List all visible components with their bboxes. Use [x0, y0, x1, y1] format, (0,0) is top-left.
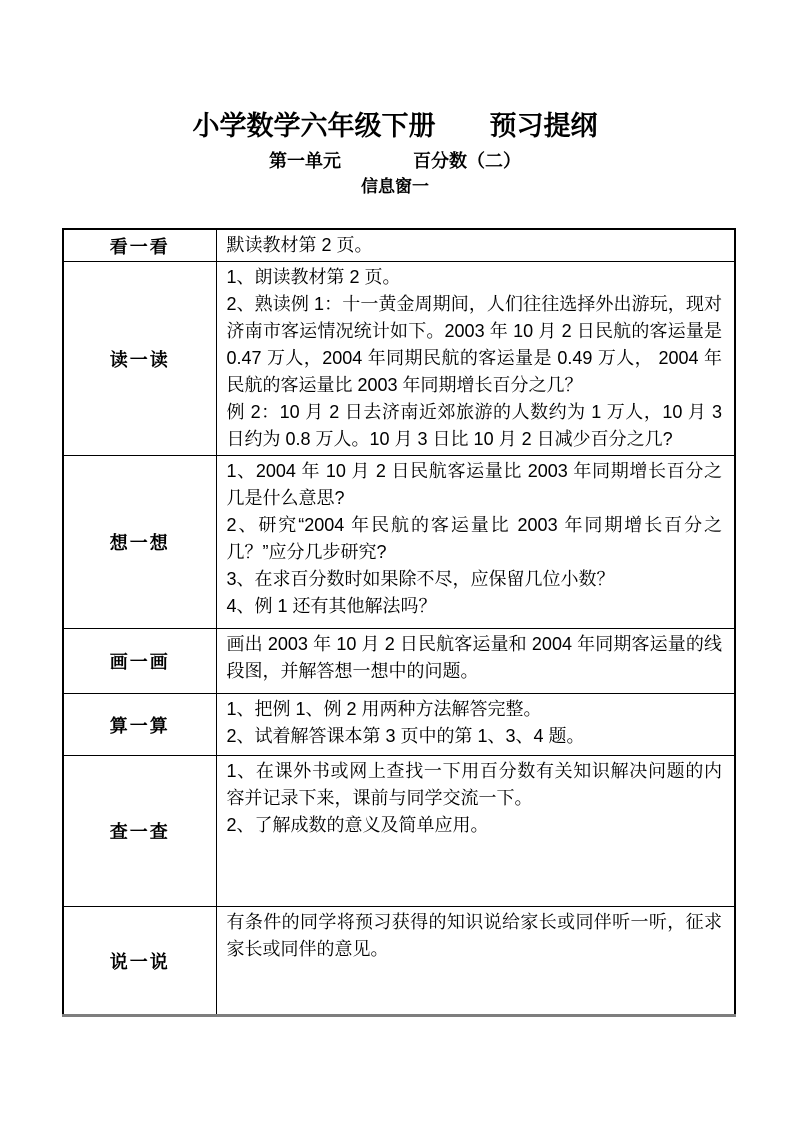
content-paragraph: 画出 2003 年 10 月 2 日民航客运量和 2004 年同期客运量的线段图，并解答想一想中的问题。: [226, 634, 722, 681]
row-content: [216, 756, 735, 907]
row-label: 画一画: [63, 629, 216, 694]
content-paragraph: 2、了解成数的意义及简单应用。: [226, 815, 489, 835]
table-row: [63, 262, 735, 456]
content-paragraph: 1、2004 年 10 月 2 日民航客运量比 2003 年同期增长百分之几是什么意思?: [226, 461, 722, 508]
table-row: [63, 229, 735, 262]
row-content: [216, 907, 735, 1016]
content-paragraph: 默读教材第 2 页。: [226, 235, 373, 255]
table-row: [63, 629, 735, 694]
content-paragraph: 2、试着解答课本第 3 页中的第 1、3、4 题。: [226, 726, 585, 746]
content-paragraph: 2、研究“2004 年民航的客运量比 2003 年同期增长百分之几？”应分几步研究?: [226, 515, 722, 562]
row-content: [216, 694, 735, 756]
content-paragraph: 1、把例 1、例 2 用两种方法解答完整。: [226, 699, 542, 719]
row-label: 看一看: [63, 229, 216, 262]
row-content: [216, 262, 735, 456]
content-paragraph: 1、朗读教材第 2 页。: [226, 267, 401, 287]
table-row: [63, 756, 735, 907]
row-label: 想一想: [63, 456, 216, 629]
row-label: 查一查: [63, 756, 216, 907]
content-paragraph: 2、熟读例 1：十一黄金周期间，人们往往选择外出游玩，现对济南市客运情况统计如下。2003 年 10 月 2 日民航的客运量是 0.47 万人，2004 年同期民航的客运量是 0.49 万人， 2004 年民航的客运量比 2003 年同期增长百分之几？: [226, 294, 722, 395]
row-content: [216, 229, 735, 262]
row-label: 读一读: [63, 262, 216, 456]
row-content: [216, 629, 735, 694]
content-paragraph: 3、在求百分数时如果除不尽，应保留几位小数？: [226, 569, 615, 589]
preview-outline-table: [62, 228, 736, 1017]
row-content: [216, 456, 735, 629]
page-title: 小学数学六年级下册 预习提纲: [192, 111, 598, 141]
row-label: 说一说: [63, 907, 216, 1016]
content-paragraph: 4、例 1 还有其他解法吗？: [226, 596, 437, 616]
table-row: [63, 907, 735, 1016]
content-paragraph: 例 2：10 月 2 日去济南近郊旅游的人数约为 1 万人，10 月 3 日约为 0.8 万人。10 月 3 日比 10 月 2 日减少百分之几?: [226, 402, 722, 449]
content-paragraph: 有条件的同学将预习获得的知识说给家长或同伴听一听，征求家长或同伴的意见。: [226, 912, 722, 959]
table-row: [63, 694, 735, 756]
unit-subtitle: 第一单元 百分数（二）: [269, 151, 521, 171]
row-label: 算一算: [63, 694, 216, 756]
section-subtitle: 信息窗一: [361, 177, 429, 196]
content-paragraph: 1、在课外书或网上查找一下用百分数有关知识解决问题的内容并记录下来，课前与同学交流一下。: [226, 761, 722, 808]
table-row: [63, 456, 735, 629]
